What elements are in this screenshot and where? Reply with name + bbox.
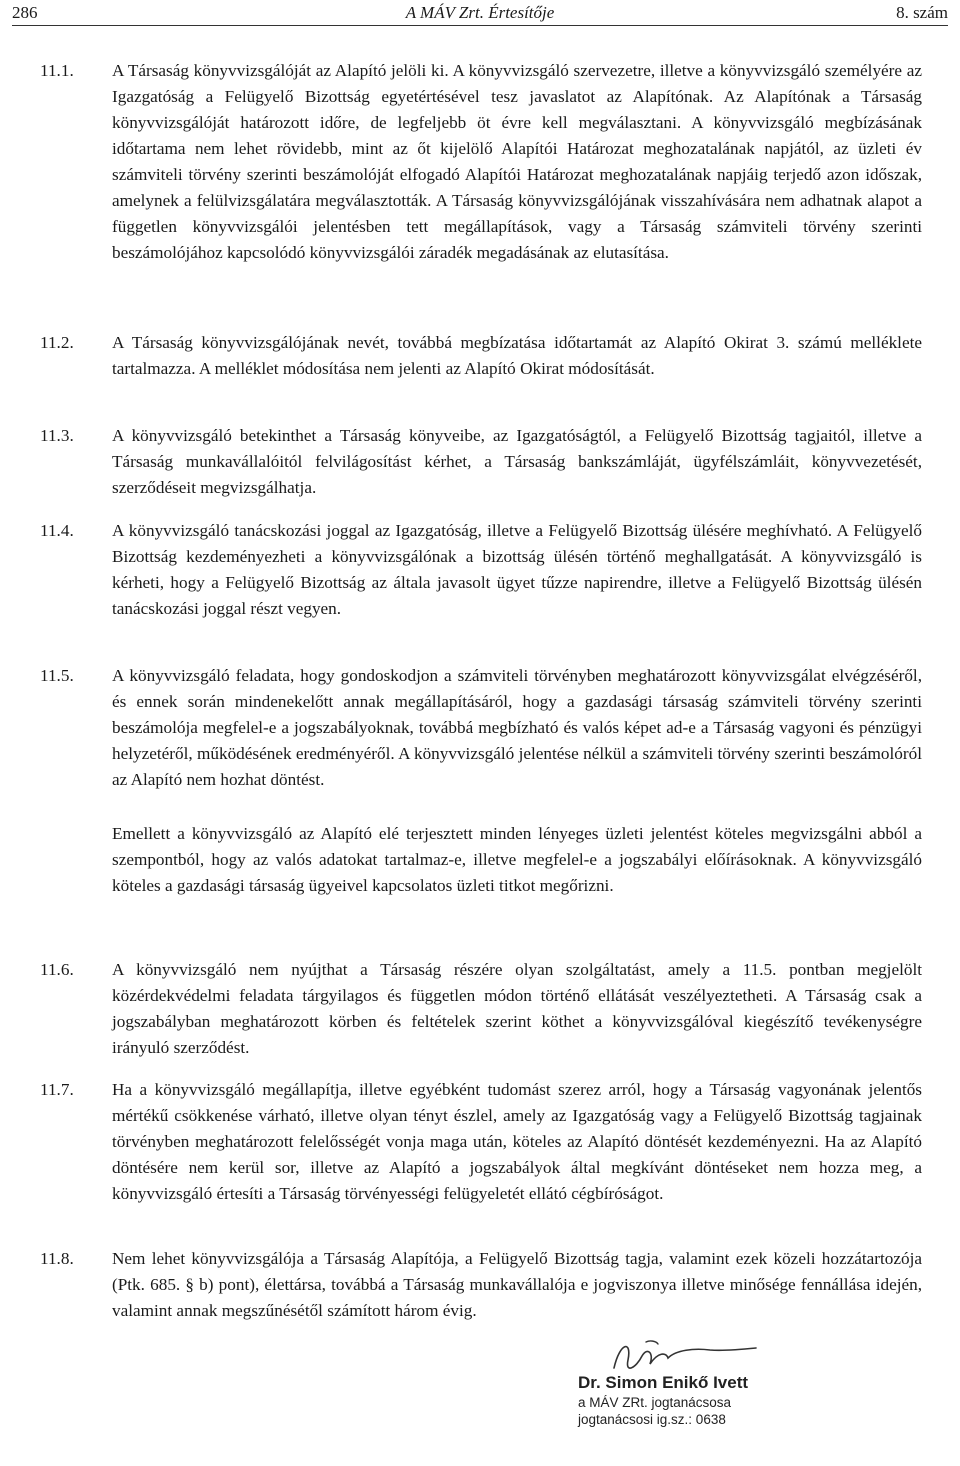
section-body <box>112 330 922 382</box>
paragraph: A könyvvizsgáló tanácskozási joggal az Igazgatóság, illetve a Felügyelő Bizottság ülésére meghívható. A Felügyelő Bizottság kezdeményezheti a könyvvizsgálónak a bizottság ülésén történő meghallgatását. A könyvvizsgáló is kérheti, hogy a Felügyelő Bizottság az általa javasolt ügyet tűzze napirendre, illetve a Felügyelő Bizottság ülésén tanácskozási joggal részt vegyen. <box>112 521 922 618</box>
paragraph: A Társaság könyvvizsgálóját az Alapító jelöli ki. A könyvvizsgáló szervezetre, illetve a könyvvizsgáló személyére az Igazgatóság a Felügyelő Bizottság egyetértésével tesz javaslatot az Alapítónak. Az Alapítónak a Társaság könyvvizsgálóját határozott időre, de legfeljebb öt évre kell megválasztani. A könyvvizsgáló megbízásának időtartama nem lehet rövidebb, mint az őt kijelölő Alapítói Határozat meghozatalának napjától, az üzleti év számviteli törvény szerinti beszámolóját elfogadó Alapítói Határozat meghozatalának napjáig terjedő azon időszak, amelynek a felülvizsgálatára megválasztották. A Társaság könyvvizsgálójának visszahívására nem adhatnak alapot a független könyvvizsgálói jelentésben tett megállapítások, vagy a Társaság számviteli törvény szerinti beszámolójához kapcsolódó könyvvizsgálói záradék megadásának az elutasítása. <box>112 61 922 262</box>
section-number: 11.5. <box>40 666 74 685</box>
section-body <box>112 1246 922 1324</box>
section-body <box>112 423 922 501</box>
section-number: 11.1. <box>40 61 74 80</box>
section-11-2 <box>40 330 922 382</box>
section-11-6 <box>40 957 922 1061</box>
section-number: 11.4. <box>40 521 74 540</box>
signer-registration: jogtanácsosi ig.sz.: 0638 <box>578 1412 726 1427</box>
section-body <box>112 518 922 622</box>
signature-block <box>578 1372 838 1428</box>
section-number: 11.8. <box>40 1249 74 1268</box>
journal-title: A MÁV Zrt. Értesítője <box>405 3 555 22</box>
section-number: 11.6. <box>40 960 74 979</box>
section-body <box>112 1077 922 1207</box>
section-11-3 <box>40 423 922 501</box>
page-number: 286 <box>12 3 38 22</box>
paragraph: A könyvvizsgáló feladata, hogy gondoskodjon a számviteli törvényben meghatározott könyvvizsgálat elvégzéséről, és ennek során mindenekelőtt annak megállapításáról, hogy a gazdasági társaság számviteli törvény szerinti beszámolója megfelel-e a jogszabályoknak, továbbá megbízható és valós képet ad-e a Társaság vagyoni és pénzügyi helyzetéről, működésének eredményéről. A könyvvizsgáló jelentése nélkül a számviteli törvény szerinti beszámolóról az Alapító nem hozhat döntést. <box>112 666 922 789</box>
signer-name: Dr. Simon Enikő Ivett <box>578 1373 749 1392</box>
section-11-1 <box>40 58 922 266</box>
paragraph: Ha a könyvvizsgáló megállapítja, illetve egyébként tudomást szerez arról, hogy a Társaság vagyonának jelentős mértékű csökkenése várható, illetve olyan tényt észlel, amely az Igazgatóság vagy a Felügyelő Bizottság tagjainak törvényben meghatározott felelősségét vonja maga után, köteles az Alapító döntését kezdeményezni. Ha az Alapító döntésére nem kerül sor, illetve az Alapító a jogszabályok által megkívánt döntéseket nem hozza meg, a könyvvizsgáló értesíti a Társaság törvényességi felügyeletét ellátó cégbíróságot. <box>112 1080 922 1203</box>
section-body <box>112 58 922 266</box>
paragraph: Emellett a könyvvizsgáló az Alapító elé terjesztett minden lényeges üzleti jelentést köteles megvizsgálni abból a szempontból, hogy az valós adatokat tartalmaz-e, illetve megfelel-e a jogszabályi előírásoknak. A könyvvizsgáló köteles a gazdasági társaság ügyeivel kapcsolatos üzleti titkot megőrizni. <box>112 824 922 895</box>
handwritten-signature-icon <box>606 1338 766 1380</box>
page-header <box>12 3 948 26</box>
paragraph: A Társaság könyvvizsgálójának nevét, továbbá megbízatása időtartamát az Alapító Okirat 3. számú melléklete tartalmazza. A melléklet módosítása nem jelenti az Alapító Okirat módosítását. <box>112 333 922 378</box>
issue-number: 8. szám <box>896 3 948 22</box>
section-body <box>112 957 922 1061</box>
section-number: 11.2. <box>40 333 74 352</box>
section-number: 11.3. <box>40 426 74 445</box>
section-body <box>112 663 922 899</box>
paragraph: A könyvvizsgáló nem nyújthat a Társaság részére olyan szolgáltatást, amely a 11.5. pontban megjelölt közérdekvédelmi feladata tárgyilagos és független módon történő ellátását veszélyeztetheti. A Társaság csak a jogszabályban meghatározott körben és feltételek szerint köthet a könyvvizsgálóval kiegészítő tevékenységre irányuló szerződést. <box>112 960 922 1057</box>
paragraph: Nem lehet könyvvizsgálója a Társaság Alapítója, a Felügyelő Bizottság tagja, valamint ezek közeli hozzátartozója (Ptk. 685. § b) pont), élettársa, továbbá a Társaság munkavállalója e jogviszonya illetve minősége fennállása idején, valamint annak megszűnésétől számított három évig. <box>112 1249 922 1320</box>
section-11-8 <box>40 1246 922 1324</box>
section-number: 11.7. <box>40 1080 74 1099</box>
section-11-7 <box>40 1077 922 1207</box>
section-11-5 <box>40 663 922 899</box>
paragraph: A könyvvizsgáló betekinthet a Társaság könyveibe, az Igazgatóságtól, a Felügyelő Bizottság tagjaitól, illetve a Társaság munkavállalóitól felvilágosítást kérhet, a Társaság bankszámláját, ügyfélszámláit, könyvvezetését, szerződéseit megvizsgálhatja. <box>112 426 922 497</box>
section-11-4 <box>40 518 922 622</box>
signer-title: a MÁV ZRt. jogtanácsosa <box>578 1395 732 1410</box>
